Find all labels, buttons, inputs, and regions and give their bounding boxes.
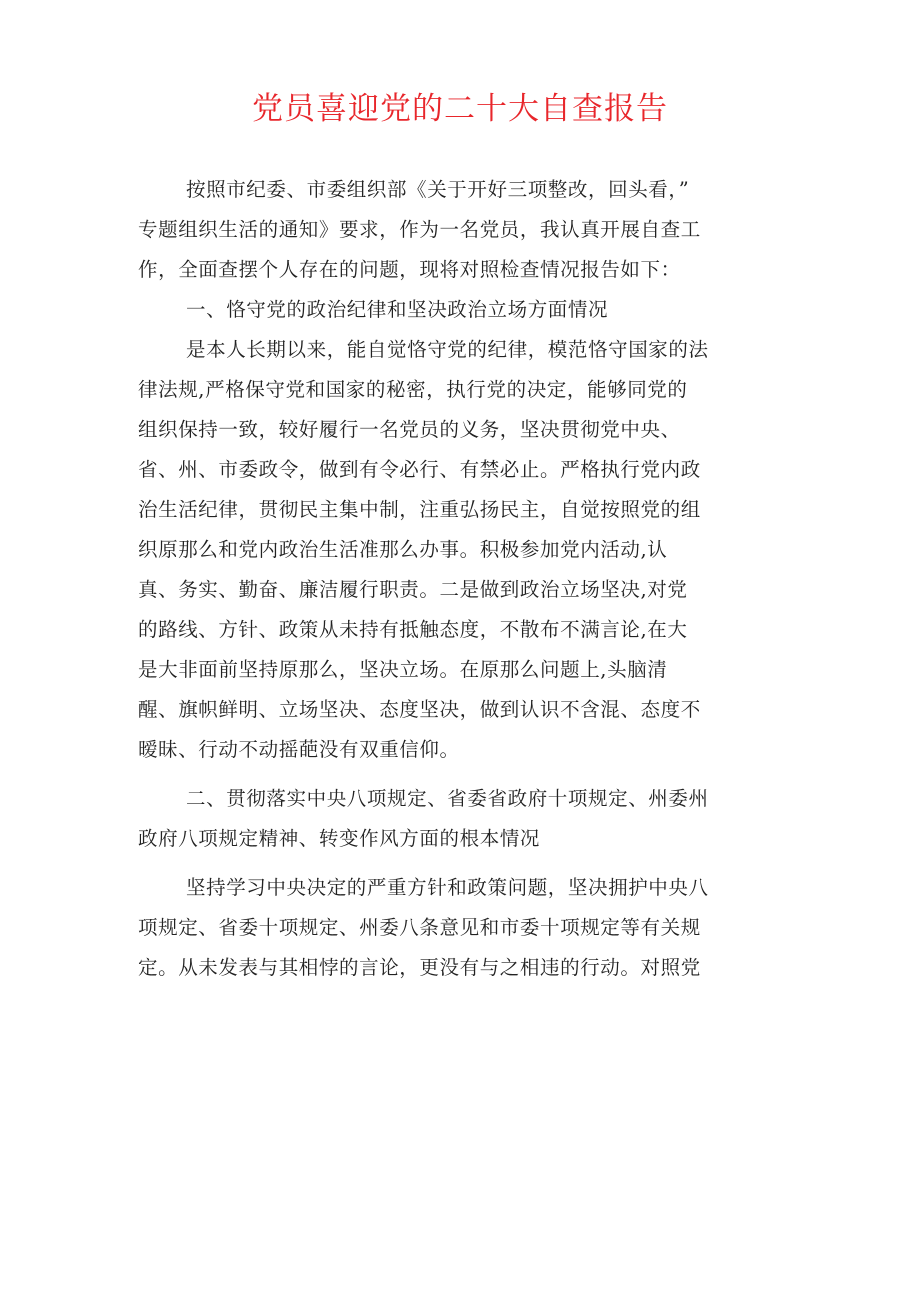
- body-line: 省、州、市委政令，做到有令必行、有禁必止。严格执行党内政: [138, 458, 701, 481]
- body-line: 暧昧、行动不动摇葩没有双重信仰。: [138, 738, 460, 761]
- body-line: 是大非面前坚持原那么，坚决立场。在原那么问题上,头脑清: [138, 658, 668, 681]
- body-line: 是本人长期以来，能自觉恪守党的纪律，模范恪守国家的法: [186, 338, 709, 361]
- body-line: 作，全面查摆个人存在的问题，现将对照检查情况报告如下：: [138, 258, 681, 281]
- body-line: 真、务实、勤奋、廉洁履行职责。二是做到政治立场坚决,对党: [138, 578, 688, 601]
- document-title: 党员喜迎党的二十大自查报告: [252, 91, 668, 127]
- body-line: 治生活纪律，贯彻民主集中制，注重弘扬民主，自觉按照党的组: [138, 498, 701, 521]
- body-line: 一、恪守党的政治纪律和坚决政治立场方面情况: [186, 298, 609, 321]
- body-line: 醒、旗帜鲜明、立场坚决、态度坚决，做到认识不含混、态度不: [138, 698, 701, 721]
- body-line: 定。从未发表与其相悖的言论，更没有与之相违的行动。对照党: [138, 956, 701, 979]
- body-line: 的路线、方针、政策从未持有抵触态度，不散布不满言论,在大: [138, 618, 688, 641]
- body-line: 二、贯彻落实中央八项规定、省委省政府十项规定、州委州: [186, 787, 709, 810]
- paragraph-gap: [138, 859, 788, 868]
- body-line: 坚持学习中央决定的严重方针和政策问题，坚决拥护中央八: [186, 876, 709, 899]
- body-line: 专题组织生活的通知》要求，作为一名党员，我认真开展自查工: [138, 218, 701, 241]
- body-line: 政府八项规定精神、转变作风方面的根本情况: [138, 827, 541, 850]
- body-line: 按照市纪委、市委组织部《关于开好三项整改，回头看，”: [186, 178, 690, 201]
- body-line: 织原那么和党内政治生活准那么办事。积极参加党内活动,认: [138, 538, 668, 561]
- body-line: 项规定、省委十项规定、州委八条意见和市委十项规定等有关规: [138, 916, 701, 939]
- body-line: 律法规,严格保守党和国家的秘密，执行党的决定，能够同党的: [138, 378, 688, 401]
- document-body: [138, 170, 788, 988]
- body-line: 组织保持一致，较好履行一名党员的义务，坚决贯彻党中央、: [138, 418, 681, 441]
- paragraph-gap: [138, 770, 788, 779]
